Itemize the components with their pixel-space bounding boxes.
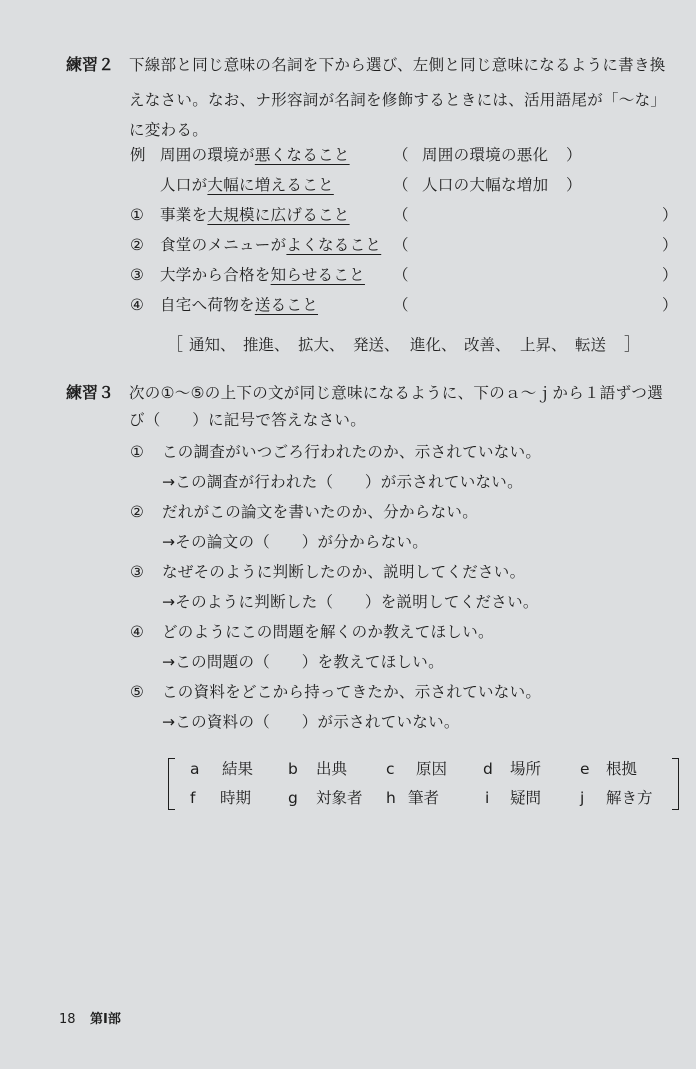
- word-bank-item: 上昇、: [520, 336, 567, 354]
- choice-letter: g: [288, 789, 298, 807]
- choices-bracket-open: [168, 758, 175, 810]
- item-prompt: 自宅へ荷物を送ること: [160, 296, 319, 314]
- item-question: だれがこの論文を書いたのか、分からない。: [162, 503, 479, 521]
- word-bank-item: 転送: [575, 336, 607, 354]
- exercise-3-label: 練習３: [66, 383, 115, 402]
- answer-paren-close: ）: [662, 296, 678, 314]
- answer-paren-close: ）: [662, 206, 678, 224]
- item-number: ④: [130, 296, 145, 314]
- choice-letter: e: [580, 760, 590, 778]
- answer-paren-close: ）: [566, 146, 582, 164]
- choice-word: 結果: [222, 760, 254, 778]
- item-number: ②: [130, 236, 145, 254]
- item-prompt: 食堂のメニューがよくなること: [160, 236, 382, 254]
- answer-paren-open: （: [393, 206, 409, 224]
- item-number: ①: [130, 206, 145, 224]
- word-bank-item: 発送、: [353, 336, 400, 354]
- item-question: どのようにこの問題を解くのか教えてほしい。: [162, 623, 494, 641]
- exercise-2-label: 練習２: [66, 55, 115, 74]
- item-underline: 送ること: [254, 296, 319, 314]
- item-underline: 大幅に増えること: [207, 176, 334, 194]
- item-rewrite: →この問題の（ ）を教えてほしい。: [162, 653, 444, 671]
- word-bank-item: 拡大、: [298, 336, 345, 354]
- item-question: この調査がいつごろ行われたのか、示されていない。: [162, 443, 542, 461]
- item-underline: よくなること: [286, 236, 382, 254]
- item-number: ②: [130, 503, 145, 521]
- answer-paren-open: （: [393, 146, 409, 164]
- answer-paren-open: （: [393, 236, 409, 254]
- example-marker: 例: [130, 146, 146, 164]
- item-number: ③: [130, 266, 145, 284]
- item-number: ④: [130, 623, 145, 641]
- choice-letter: a: [190, 760, 200, 778]
- answer-paren-close: ）: [566, 176, 582, 194]
- choice-word: 対象者: [316, 789, 363, 807]
- word-bank-bracket-open: ［: [166, 335, 183, 355]
- choice-word: 場所: [510, 760, 542, 778]
- item-rewrite: →この調査が行われた（ ）が示されていない。: [162, 473, 523, 491]
- choice-word: 原因: [416, 760, 448, 778]
- choice-word: 出典: [316, 760, 348, 778]
- choice-letter: h: [386, 789, 396, 807]
- page-number: 18: [59, 1012, 76, 1027]
- item-underline: 悪くなること: [254, 146, 350, 164]
- choice-word: 疑問: [510, 789, 542, 807]
- exercise-2-instruction-line-3: に変わる。: [129, 121, 209, 139]
- choice-letter: i: [485, 789, 490, 807]
- item-number: ⑤: [130, 683, 145, 701]
- choice-word: 根拠: [606, 760, 638, 778]
- item-rewrite: →そのように判断した（ ）を説明してください。: [162, 593, 539, 611]
- choice-letter: j: [580, 789, 585, 807]
- exercise-3-instruction-line-1: 次の①〜⑤の上下の文が同じ意味になるように、下のａ〜ｊから１語ずつ選: [129, 384, 663, 402]
- exercise-2-instruction-line-2: えなさい。なお、ナ形容詞が名詞を修飾するときには、活用語尾が「〜な」: [129, 91, 667, 109]
- word-bank-item: 推進、: [243, 336, 290, 354]
- choices-bracket-close: [672, 758, 679, 810]
- word-bank-item: 通知、: [189, 336, 236, 354]
- choice-letter: c: [386, 760, 395, 778]
- item-question: この資料をどこから持ってきたか、示されていない。: [162, 683, 542, 701]
- item-prompt: 大学から合格を知らせること: [160, 266, 365, 284]
- word-bank-item: 改善、: [464, 336, 511, 354]
- item-underline: 知らせること: [270, 266, 365, 284]
- item-prompt: 事業を大規模に広げること: [160, 206, 350, 224]
- choice-word: 時期: [220, 789, 252, 807]
- answer-paren-open: （: [393, 296, 409, 314]
- answer-text: 人口の大幅な増加: [422, 176, 549, 194]
- item-underline: 大規模に広げること: [207, 206, 350, 224]
- choice-word: 筆者: [408, 789, 440, 807]
- item-prompt: 周囲の環境が悪くなること: [160, 146, 350, 164]
- word-bank-item: 進化、: [410, 336, 457, 354]
- item-number: ③: [130, 563, 145, 581]
- item-prompt: 人口が大幅に増えること: [160, 176, 334, 194]
- item-rewrite: →この資料の（ ）が示されていない。: [162, 713, 460, 731]
- choice-word: 解き方: [606, 789, 653, 807]
- choice-letter: f: [190, 789, 196, 807]
- item-question: なぜそのように判断したのか、説明してください。: [162, 563, 526, 581]
- item-number: ①: [130, 443, 145, 461]
- answer-text: 周囲の環境の悪化: [422, 146, 549, 164]
- answer-paren-close: ）: [662, 236, 678, 254]
- choice-letter: d: [483, 760, 493, 778]
- answer-paren-open: （: [393, 176, 409, 194]
- part-label: 第Ⅰ部: [90, 1012, 121, 1027]
- item-rewrite: →その論文の（ ）が分からない。: [162, 533, 429, 551]
- choice-letter: b: [288, 760, 298, 778]
- exercise-2-instruction-line-1: 下線部と同じ意味の名詞を下から選び、左側と同じ意味になるように書き換: [129, 56, 666, 74]
- answer-paren-open: （: [393, 266, 409, 284]
- exercise-3-instruction-line-2: び（ ）に記号で答えなさい。: [129, 411, 367, 429]
- answer-paren-close: ）: [662, 266, 678, 284]
- word-bank-bracket-close: ］: [624, 335, 641, 355]
